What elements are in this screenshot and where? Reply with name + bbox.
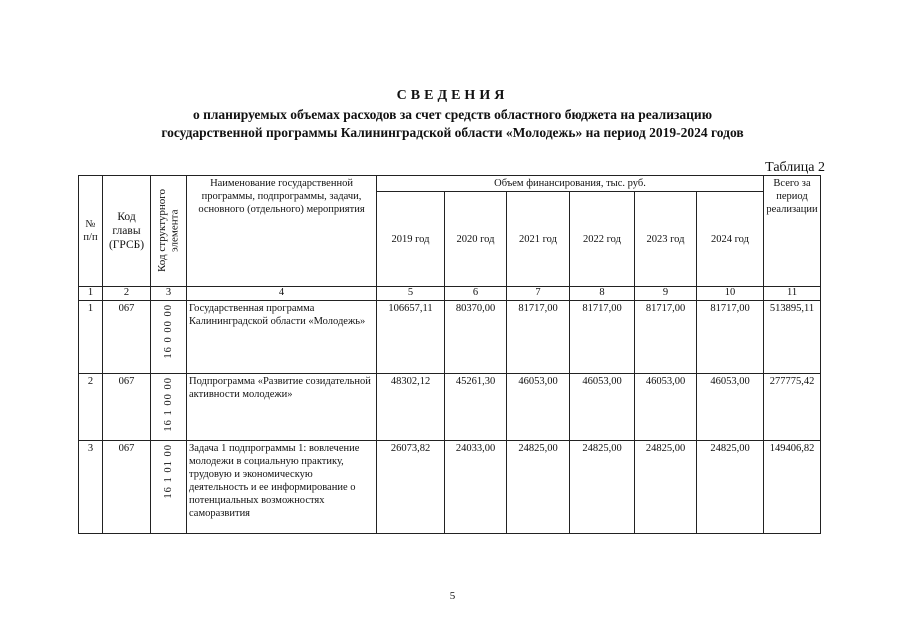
row-struct-code	[151, 300, 187, 373]
header-total: Всего за период реализации	[764, 176, 821, 287]
row-value-2020: 24033,00	[445, 440, 507, 533]
page-number: 5	[449, 590, 456, 602]
header-year-2020: 2020 год	[445, 192, 507, 287]
row-value-2019: 106657,11	[377, 300, 445, 373]
table-row	[79, 440, 821, 533]
column-number-row	[79, 287, 821, 301]
header-year-2021: 2021 год	[507, 192, 570, 287]
column-number: 4	[187, 287, 377, 301]
row-name: Задача 1 подпрограммы 1: вовлечение молодежи в социальную практику, трудовую и экономическую деятельность и ее информирование о потенциальных возможностях саморазвития	[187, 440, 377, 533]
row-value-2024: 24825,00	[697, 440, 764, 533]
row-value-2019: 48302,12	[377, 373, 445, 440]
row-value-2019: 26073,82	[377, 440, 445, 533]
document-subtitle-line1: о планируемых объемах расходов за счет средств областного бюджета на реализацию	[192, 107, 713, 122]
row-value-2023: 81717,00	[635, 300, 697, 373]
row-name: Государственная программа Калининградской области «Молодежь»	[187, 300, 377, 373]
row-value-2020: 45261,30	[445, 373, 507, 440]
row-total: 277775,42	[764, 373, 821, 440]
header-year-2024: 2024 год	[697, 192, 764, 287]
row-total: 513895,11	[764, 300, 821, 373]
column-number: 11	[764, 287, 821, 301]
header-year-2019: 2019 год	[377, 192, 445, 287]
row-struct-code-text: 16 1 00 00	[162, 376, 174, 432]
row-struct-code-text: 16 0 00 00	[162, 303, 174, 359]
column-number: 9	[635, 287, 697, 301]
row-total: 149406,82	[764, 440, 821, 533]
column-number: 5	[377, 287, 445, 301]
header-year-2023: 2023 год	[635, 192, 697, 287]
header-num: № п/п	[79, 176, 103, 287]
row-value-2021: 24825,00	[507, 440, 570, 533]
document-title: СВЕДЕНИЯ	[396, 88, 509, 103]
table-label: Таблица 2	[765, 160, 825, 175]
row-value-2020: 80370,00	[445, 300, 507, 373]
header-year-2022: 2022 год	[570, 192, 635, 287]
header-financing: Объем финансирования, тыс. руб.	[377, 176, 764, 192]
header-struct-code	[151, 176, 187, 287]
document-subtitle-line2: государственной программы Калининградской области «Молодежь» на период 2019-2024 годов	[161, 125, 744, 140]
row-num: 3	[79, 440, 103, 533]
row-value-2022: 46053,00	[570, 373, 635, 440]
table-row	[79, 300, 821, 373]
row-value-2022: 81717,00	[570, 300, 635, 373]
row-num: 1	[79, 300, 103, 373]
row-chapter-code: 067	[103, 440, 151, 533]
row-value-2024: 46053,00	[697, 373, 764, 440]
header-struct-code-text: Код структурного элемента	[155, 189, 181, 273]
row-value-2024: 81717,00	[697, 300, 764, 373]
row-name: Подпрограмма «Развитие созидательной активности молодежи»	[187, 373, 377, 440]
row-value-2022: 24825,00	[570, 440, 635, 533]
row-value-2023: 24825,00	[635, 440, 697, 533]
row-chapter-code: 067	[103, 300, 151, 373]
row-struct-code-text: 16 1 01 00	[162, 443, 174, 499]
header-chapter-code: Код главы (ГРСБ)	[103, 176, 151, 287]
column-number: 2	[103, 287, 151, 301]
row-struct-code	[151, 373, 187, 440]
row-value-2023: 46053,00	[635, 373, 697, 440]
column-number: 10	[697, 287, 764, 301]
column-number: 6	[445, 287, 507, 301]
table-row	[79, 373, 821, 440]
row-num: 2	[79, 373, 103, 440]
row-chapter-code: 067	[103, 373, 151, 440]
column-number: 3	[151, 287, 187, 301]
column-number: 7	[507, 287, 570, 301]
row-value-2021: 46053,00	[507, 373, 570, 440]
row-value-2021: 81717,00	[507, 300, 570, 373]
row-struct-code	[151, 440, 187, 533]
header-row-1	[79, 176, 821, 192]
column-number: 1	[79, 287, 103, 301]
header-name: Наименование государственной программы, подпрограммы, задачи, основного (отдельного) мероприятия	[187, 176, 377, 287]
financing-table	[78, 175, 821, 534]
column-number: 8	[570, 287, 635, 301]
